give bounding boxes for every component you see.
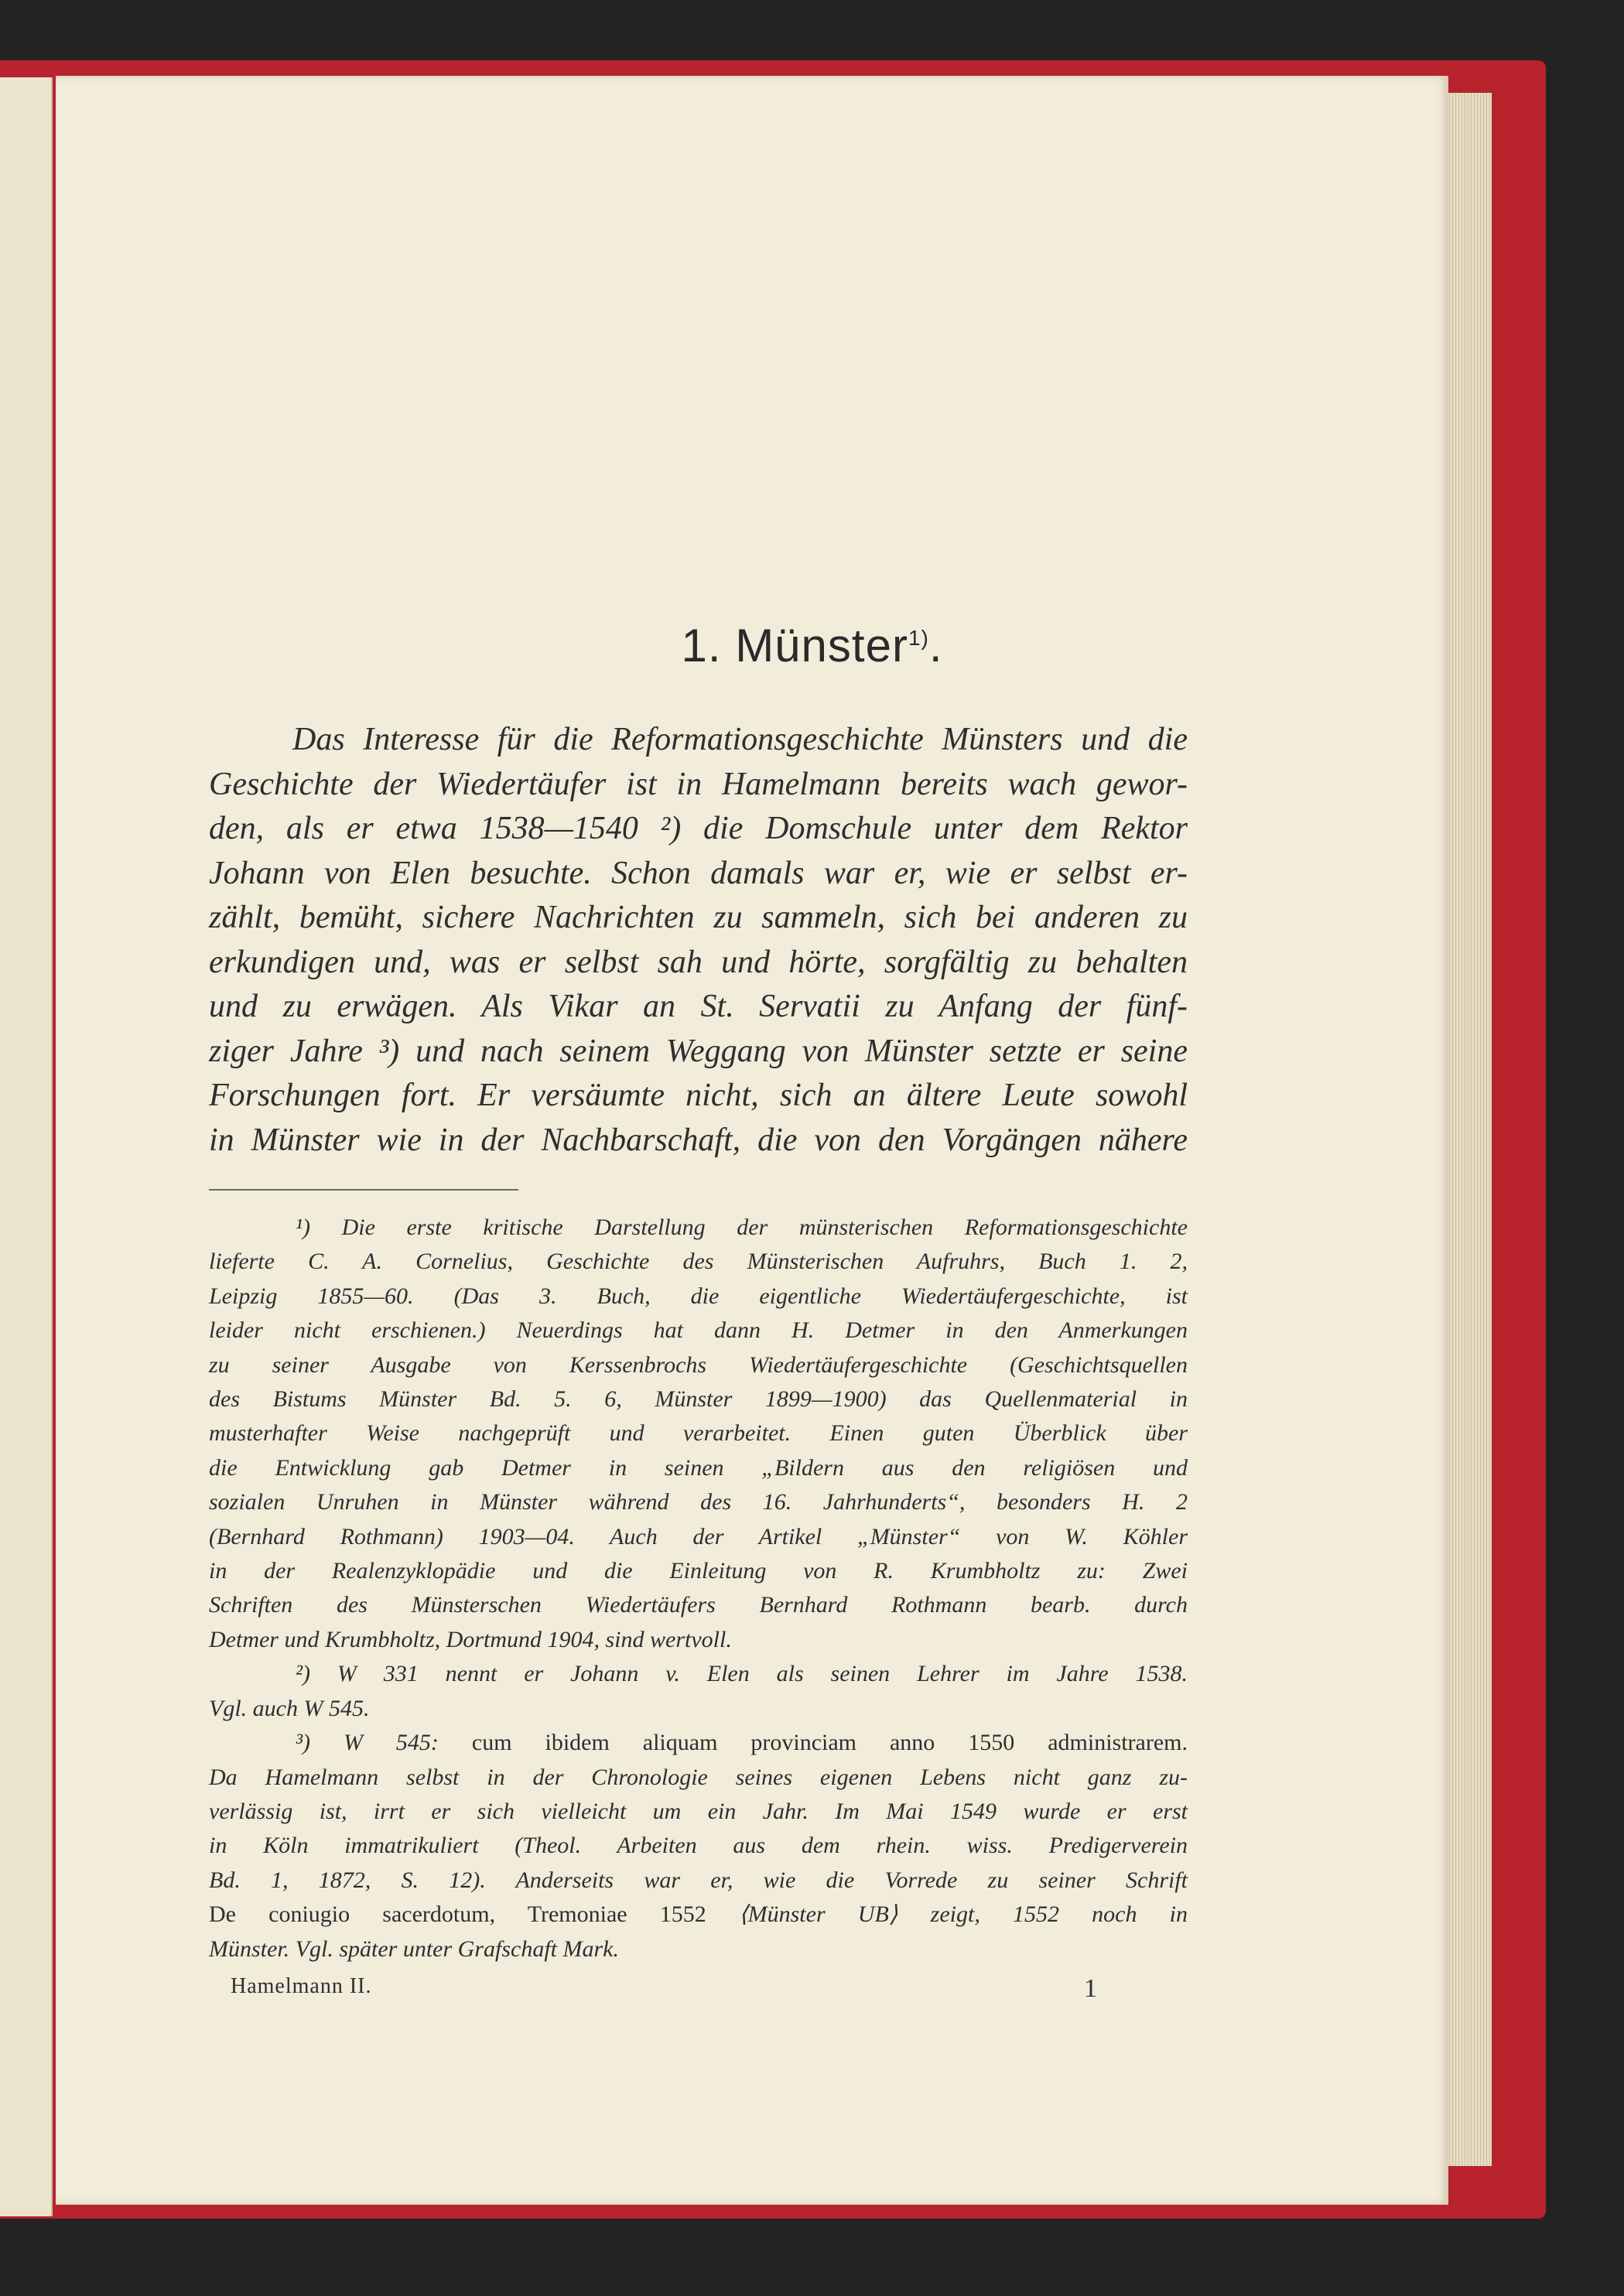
body-line: in Münster wie in der Nachbarschaft, die von den Vorgängen nähere [209, 1122, 1188, 1158]
footnote-1-line: in der Realenzyklopädie und die Einleitung von R. Krumbholtz zu: Zwei [209, 1558, 1188, 1584]
footnote-1-line: ¹) Die erste kritische Darstellung der münsterischen Reformationsgeschichte [296, 1215, 1188, 1240]
footnote-1-line: sozialen Unruhen in Münster während des 16. Jahrhunderts“, besonders H. 2 [209, 1489, 1188, 1515]
footnote-3-line: verlässig ist, irrt er sich vielleicht um ein Jahr. Im Mai 1549 wurde er erst [209, 1798, 1188, 1824]
signature-mark: Hamelmann II. [231, 1974, 372, 1998]
footnote-1-line: Schriften des Münsterschen Wiedertäufers Bernhard Rothmann bearb. durch [209, 1592, 1188, 1618]
footnotes [209, 1211, 1188, 1966]
footnote-2-line: Vgl. auch W 545. [209, 1695, 370, 1721]
body-line: Johann von Elen besuchte. Schon damals war er, wie er selbst er- [209, 855, 1188, 891]
footnote-3-line: Münster. Vgl. später unter Grafschaft Mark. [209, 1936, 619, 1962]
footnote-1-line: Leipzig 1855—60. (Das 3. Buch, die eigentliche Wiedertäufergeschichte, ist [209, 1283, 1188, 1309]
chapter-number: 1. [681, 620, 722, 671]
chapter-title [0, 619, 1624, 672]
footnote-3-line: Bd. 1, 1872, S. 12). Anderseits war er, wie die Vorrede zu seiner Schrift [209, 1867, 1188, 1893]
footnote-1-line: (Bernhard Rothmann) 1903—04. Auch der Artikel „Münster“ von W. Köhler [209, 1523, 1188, 1549]
footnote-1-line: musterhafter Weise nachgeprüft und verarbeitet. Einen guten Überblick über [209, 1420, 1188, 1447]
footnote-3-title: De coniugio sacerdotum, Tremoniae 1552 [209, 1901, 706, 1928]
page-number: 1 [1084, 1974, 1097, 2003]
footnote-3-line-mixed [209, 1898, 1188, 1932]
body-line: Forschungen fort. Er versäumte nicht, sich an ältere Leute sowohl [209, 1078, 1188, 1113]
footnote-3-line: Da Hamelmann selbst in der Chronologie seines eigenen Lebens nicht ganz zu- [209, 1764, 1188, 1790]
footnote-2-line: ²) W 331 nennt er Johann v. Elen als seinen Lehrer im Jahre 1538. [296, 1661, 1188, 1687]
footnote-3-ref: W 545: [343, 1730, 439, 1756]
chapter-name: Münster [735, 620, 908, 671]
body-line: erkundigen und, was er selbst sah und hörte, sorgfältig zu behalten [209, 944, 1188, 980]
footnote-1-line: leider nicht erschienen.) Neuerdings hat dann H. Detmer in den Anmerkungen [209, 1317, 1188, 1344]
footnote-3-quote: cum ibidem aliquam provinciam anno 1550 administrarem. [471, 1730, 1188, 1756]
footnote-1-line: des Bistums Münster Bd. 5. 6, Münster 1899—1900) das Quellenmaterial in [209, 1386, 1188, 1413]
body-line: Geschichte der Wiedertäufer ist in Hamelmann bereits wach gewor- [209, 766, 1188, 802]
body-paragraph [209, 718, 1188, 1163]
footnote-1-line: die Entwicklung gab Detmer in seinen „Bildern aus den religiösen und [209, 1454, 1188, 1481]
footnote-3-mark: ³) [296, 1730, 310, 1756]
footnote-3-source: ⟨Münster UB⟩ zeigt, 1552 noch in [738, 1901, 1188, 1928]
body-line: und zu erwägen. Als Vikar an St. Servatii zu Anfang der fünf- [209, 989, 1188, 1024]
body-line: Das Interesse für die Reformationsgeschichte Münsters und die [292, 722, 1188, 757]
facing-page-edge [0, 77, 53, 2216]
chapter-footnote-ref: 1) [908, 626, 929, 650]
chapter-title-period: . [928, 620, 943, 671]
body-line: ziger Jahre ³) und nach seinem Weggang von Münster setzte er seine [209, 1033, 1188, 1069]
footnote-3-line: in Köln immatrikuliert (Theol. Arbeiten aus dem rhein. wiss. Predigerverein [209, 1833, 1188, 1859]
footnote-1-line: zu seiner Ausgabe von Kerssenbrochs Wiedertäufergeschichte (Geschichtsquellen [209, 1351, 1188, 1378]
page-footer [231, 1974, 1097, 2013]
footnote-1-line: lieferte C. A. Cornelius, Geschichte des Münsterischen Aufruhrs, Buch 1. 2, [209, 1249, 1188, 1275]
footnote-separator [209, 1189, 518, 1191]
footnote-1-line: Detmer und Krumbholtz, Dortmund 1904, sind wertvoll. [209, 1626, 732, 1652]
body-line: zählt, bemüht, sichere Nachrichten zu sammeln, sich bei anderen zu [209, 900, 1188, 935]
body-line: den, als er etwa 1538—1540 ²) die Domschule unter dem Rektor [209, 811, 1188, 846]
footnote-3-first-line [209, 1726, 1188, 1760]
